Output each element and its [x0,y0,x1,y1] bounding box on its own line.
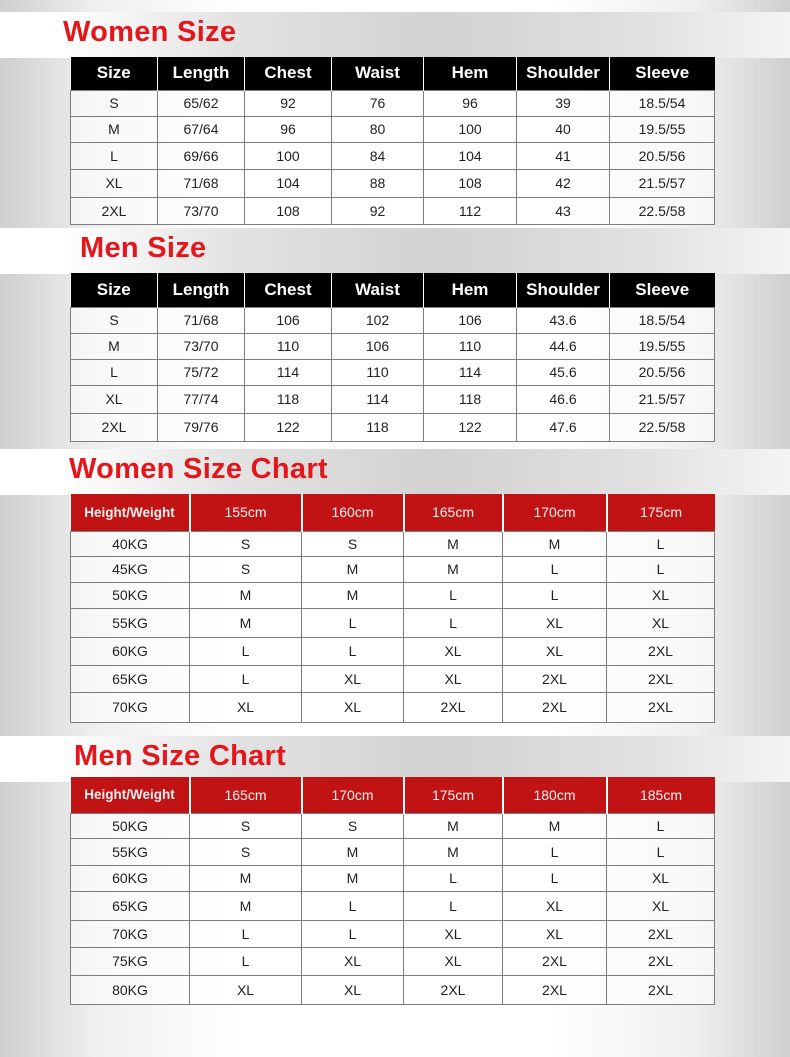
women-size-table [70,57,715,225]
column-header: Height/Weight [71,777,190,813]
table-cell: XL [503,891,607,920]
table-row [71,865,715,891]
column-header: Hem [424,273,517,307]
table-cell: XL [503,608,607,637]
men-chart-title-band [0,736,790,782]
table-cell: 96 [245,116,332,142]
column-header: Chest [245,273,332,307]
table-cell: 43 [517,197,610,224]
table-cell: S [71,307,158,333]
table-cell: 73/70 [158,197,245,224]
table-cell: M [190,891,302,920]
column-header: Length [158,273,245,307]
table-row [71,142,715,169]
table-cell: M [302,838,404,865]
column-header: 180cm [503,777,607,813]
table-cell: 44.6 [517,333,610,359]
table-cell: L [190,947,302,975]
table-cell: 92 [332,197,424,224]
column-header: 160cm [302,494,404,531]
table-cell: 22.5/58 [610,197,715,224]
table-cell: XL [503,637,607,665]
table-cell: 71/68 [158,307,245,333]
table-cell: M [71,333,158,359]
table-cell: 41 [517,142,610,169]
table-cell: 73/70 [158,333,245,359]
column-header: 175cm [404,777,503,813]
table-cell: XL [71,169,158,197]
table-cell: L [503,865,607,891]
table-cell: S [190,838,302,865]
women-size-title: Women Size [63,16,237,48]
table-cell: L [607,531,715,556]
table-cell: 45.6 [517,359,610,385]
table-row [71,197,715,224]
table-cell: L [302,920,404,947]
table-cell: XL [607,865,715,891]
table-cell: 118 [332,413,424,441]
column-header: Waist [332,57,424,90]
table-cell: S [190,556,302,582]
table-cell: L [71,142,158,169]
table-cell: L [607,838,715,865]
table-row [71,116,715,142]
table-cell: 2XL [503,947,607,975]
table-cell: 75/72 [158,359,245,385]
table-cell: 104 [245,169,332,197]
table-cell: 2XL [71,413,158,441]
table-cell: S [71,90,158,116]
table-cell: 65/62 [158,90,245,116]
table-row [71,531,715,556]
table-row [71,891,715,920]
table-cell: 104 [424,142,517,169]
women-size-chart-table [70,494,715,723]
table-cell: 118 [424,385,517,413]
women-chart-title: Women Size Chart [69,453,328,485]
women-chart-title-band [0,449,790,495]
table-cell: 19.5/55 [610,116,715,142]
table-row [71,582,715,608]
table-cell: XL [302,947,404,975]
table-cell: XL [404,947,503,975]
table-cell: 40KG [71,531,190,556]
table-row [71,307,715,333]
column-header: 165cm [404,494,503,531]
table-cell: XL [302,692,404,722]
table-cell: 60KG [71,865,190,891]
table-cell: M [404,838,503,865]
table-cell: S [190,531,302,556]
table-cell: 65KG [71,891,190,920]
table-cell: 100 [424,116,517,142]
table-cell: L [404,891,503,920]
table-cell: L [302,637,404,665]
table-row [71,90,715,116]
table-cell: 2XL [607,947,715,975]
table-cell: L [607,813,715,838]
table-row [71,975,715,1004]
table-cell: XL [302,975,404,1004]
table-cell: 2XL [607,637,715,665]
table-cell: 47.6 [517,413,610,441]
table-row [71,692,715,722]
table-cell: L [71,359,158,385]
table-cell: L [404,608,503,637]
table-row [71,838,715,865]
table-cell: 110 [424,333,517,359]
table-cell: 75KG [71,947,190,975]
table-cell: 80 [332,116,424,142]
column-header: Sleeve [610,273,715,307]
table-cell: 22.5/58 [610,413,715,441]
table-cell: 55KG [71,838,190,865]
table-row [71,665,715,692]
table-cell: 108 [245,197,332,224]
table-cell: L [190,637,302,665]
table-cell: XL [190,975,302,1004]
table-cell: 2XL [607,920,715,947]
column-header: 185cm [607,777,715,813]
table-cell: M [503,531,607,556]
table-cell: 106 [245,307,332,333]
table-cell: 92 [245,90,332,116]
women-size-title-band [0,12,790,58]
table-row [71,813,715,838]
table-cell: M [404,556,503,582]
table-cell: 70KG [71,920,190,947]
column-header: Length [158,57,245,90]
table-cell: S [302,813,404,838]
table-cell: 42 [517,169,610,197]
table-cell: M [404,531,503,556]
table-cell: 40 [517,116,610,142]
table-cell: 114 [245,359,332,385]
table-cell: 88 [332,169,424,197]
men-size-table [70,273,715,442]
table-cell: 69/66 [158,142,245,169]
table-cell: L [607,556,715,582]
table-cell: 102 [332,307,424,333]
table-cell: L [503,556,607,582]
table-cell: L [190,665,302,692]
column-header: 175cm [607,494,715,531]
table-cell: M [302,556,404,582]
table-cell: M [71,116,158,142]
table-row [71,947,715,975]
table-cell: 106 [424,307,517,333]
table-cell: XL [607,608,715,637]
column-header: Sleeve [610,57,715,90]
table-cell: 46.6 [517,385,610,413]
table-row [71,359,715,385]
table-cell: 80KG [71,975,190,1004]
men-size-chart-table [70,777,715,1005]
table-cell: M [190,865,302,891]
table-cell: L [404,865,503,891]
table-cell: 108 [424,169,517,197]
table-cell: 2XL [503,692,607,722]
table-cell: M [190,582,302,608]
men-chart-title: Men Size Chart [74,740,287,772]
table-cell: L [302,891,404,920]
table-cell: 96 [424,90,517,116]
table-row [71,385,715,413]
table-row [71,169,715,197]
table-cell: 114 [332,385,424,413]
table-row [71,333,715,359]
table-cell: 18.5/54 [610,90,715,116]
table-cell: 106 [332,333,424,359]
table-cell: 65KG [71,665,190,692]
table-cell: 20.5/56 [610,142,715,169]
table-cell: 122 [424,413,517,441]
table-cell: 70KG [71,692,190,722]
table-row [71,637,715,665]
table-cell: M [503,813,607,838]
table-cell: 122 [245,413,332,441]
table-cell: 20.5/56 [610,359,715,385]
table-cell: 118 [245,385,332,413]
table-cell: 2XL [607,975,715,1004]
table-cell: 21.5/57 [610,385,715,413]
table-cell: 19.5/55 [610,333,715,359]
table-cell: XL [404,920,503,947]
column-header: 170cm [503,494,607,531]
table-cell: 39 [517,90,610,116]
column-header: Chest [245,57,332,90]
table-cell: XL [607,891,715,920]
table-cell: 77/74 [158,385,245,413]
table-cell: 100 [245,142,332,169]
table-cell: 2XL [607,665,715,692]
table-cell: 71/68 [158,169,245,197]
table-cell: 50KG [71,582,190,608]
table-cell: 2XL [503,665,607,692]
table-cell: XL [404,665,503,692]
column-header: Size [71,273,158,307]
table-cell: 2XL [503,975,607,1004]
table-cell: XL [503,920,607,947]
column-header: Hem [424,57,517,90]
column-header: 165cm [190,777,302,813]
table-cell: 84 [332,142,424,169]
table-cell: XL [404,637,503,665]
column-header: Shoulder [517,273,610,307]
table-cell: 55KG [71,608,190,637]
table-cell: L [503,582,607,608]
table-cell: 2XL [607,692,715,722]
table-cell: 60KG [71,637,190,665]
column-header: Height/Weight [71,494,190,531]
table-cell: 79/76 [158,413,245,441]
table-cell: XL [607,582,715,608]
table-header-row [71,777,715,813]
table-cell: 112 [424,197,517,224]
table-cell: 2XL [404,692,503,722]
table-cell: XL [190,692,302,722]
table-cell: L [190,920,302,947]
column-header: 170cm [302,777,404,813]
column-header: Size [71,57,158,90]
table-cell: L [503,838,607,865]
table-header-row [71,494,715,531]
men-size-title: Men Size [80,232,207,264]
table-row [71,556,715,582]
table-cell: M [302,865,404,891]
table-header-row [71,273,715,307]
table-row [71,608,715,637]
table-cell: L [404,582,503,608]
table-cell: S [302,531,404,556]
table-row [71,413,715,441]
table-cell: XL [302,665,404,692]
table-cell: M [302,582,404,608]
table-cell: 114 [424,359,517,385]
column-header: 155cm [190,494,302,531]
table-cell: 43.6 [517,307,610,333]
table-cell: 2XL [71,197,158,224]
table-cell: S [190,813,302,838]
men-size-title-band [0,228,790,274]
table-cell: 110 [332,359,424,385]
table-cell: 110 [245,333,332,359]
column-header: Shoulder [517,57,610,90]
table-cell: L [302,608,404,637]
table-cell: 18.5/54 [610,307,715,333]
column-header: Waist [332,273,424,307]
table-row [71,920,715,947]
table-cell: 45KG [71,556,190,582]
table-cell: XL [71,385,158,413]
table-cell: 21.5/57 [610,169,715,197]
table-cell: 76 [332,90,424,116]
table-cell: M [190,608,302,637]
table-cell: 67/64 [158,116,245,142]
table-cell: M [404,813,503,838]
table-header-row [71,57,715,90]
table-cell: 50KG [71,813,190,838]
table-cell: 2XL [404,975,503,1004]
